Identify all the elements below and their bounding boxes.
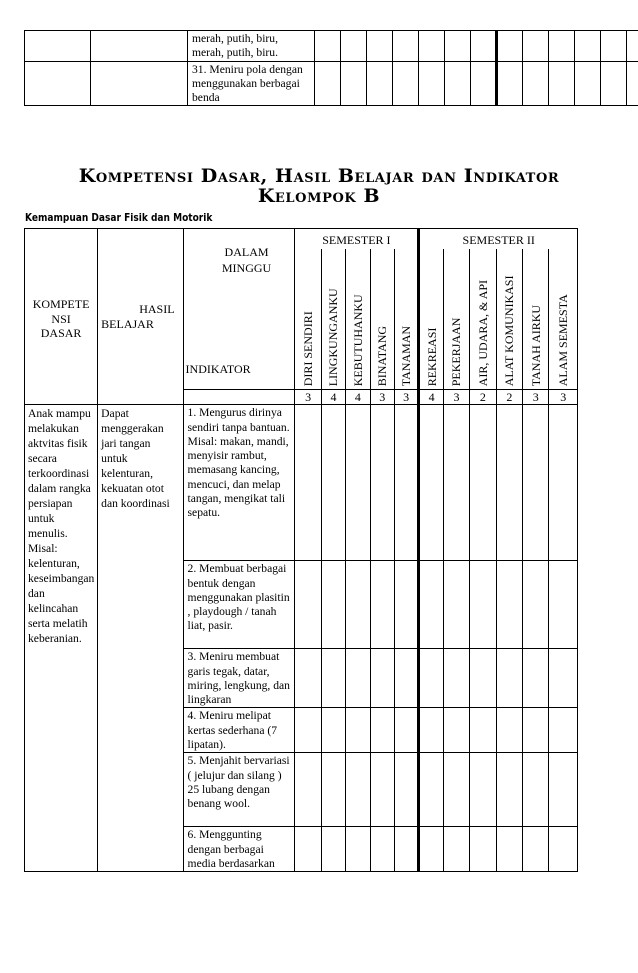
semester-2-header: SEMESTER II (419, 229, 578, 250)
kompetensi-dasar-text: Anak mampu melakukan aktvitas fisik secara terkoordinasi dalam rangka persiapan untuk menulis. Misal: kelenturan, keseimbangan dan kelincahan serta melatih keberanian. (25, 405, 98, 872)
theme-label: TANAH AIRKU (528, 304, 543, 386)
semester-1-header: SEMESTER I (295, 229, 419, 250)
week-count-6: 4 (419, 390, 443, 405)
indikator-4: 4. Meniru melipat kertas sederhana (7 lipatan). (183, 708, 295, 753)
theme-label: PEKERJAAN (449, 317, 464, 386)
header-indikator-label: INDIKATOR (185, 362, 251, 376)
theme-label: KEBUTUHANKU (350, 294, 365, 386)
theme-header-11 (549, 249, 578, 390)
section-subheading: Kemampuan Dasar Fisik dan Motorik (25, 212, 213, 224)
header-kompetensi-dasar: KOMPETE NSI DASAR (25, 229, 98, 405)
top-row-2: 31. Meniru pola dengan menggunakan berbagai benda (188, 61, 315, 106)
indikator-6: 6. Menggunting dengan berbagai media berdasarkan (183, 827, 295, 872)
theme-label: AIR, UDARA, & API (475, 279, 490, 386)
theme-header-2 (321, 249, 345, 390)
hasil-belajar-text: Dapat menggerakan jari tangan untuk kelenturan, kekuatan otot dan koordinasi (98, 405, 183, 872)
theme-header-6 (419, 249, 443, 390)
week-count-5: 3 (394, 390, 418, 405)
indikator-3: 3. Meniru membuat garis tegak, datar, miring, lengkung, dan lingkaran (183, 649, 295, 708)
theme-header-4 (370, 249, 394, 390)
competency-table (24, 228, 578, 872)
week-count-10: 3 (523, 390, 549, 405)
theme-label: REKREASI (424, 327, 439, 386)
theme-header-8 (470, 249, 496, 390)
header-indikator: DALAM MINGGU INDIKATOR (183, 229, 295, 390)
indikator-2: 2. Membuat berbagai bentuk dengan menggunakan plasitin , playdough / tanah liat, pasir. (183, 561, 295, 649)
theme-label: ALAM SEMESTA (556, 293, 571, 386)
week-count-11: 3 (549, 390, 578, 405)
theme-header-5 (394, 249, 418, 390)
week-count-8: 2 (470, 390, 496, 405)
week-count-7: 3 (443, 390, 469, 405)
top-row-1: merah, putih, biru, merah, putih, biru. (188, 31, 315, 62)
theme-header-7 (443, 249, 469, 390)
header-hasil-belajar: HASIL BELAJAR (98, 229, 183, 405)
week-count-3: 4 (346, 390, 370, 405)
theme-header-3 (346, 249, 370, 390)
indikator-5: 5. Menjahit bervariasi ( jelujur dan silang ) 25 lubang dengan benang wool. (183, 753, 295, 827)
theme-label: LINGKUNGANKU (326, 288, 341, 386)
week-count-4: 3 (370, 390, 394, 405)
theme-header-1 (295, 249, 321, 390)
theme-label: BINATANG (375, 325, 390, 386)
theme-label: ALAT KOMUNIKASI (502, 275, 517, 386)
indikator-1: 1. Mengurus dirinya sendiri tanpa bantuan. Misal: makan, mandi, menyisir rambut, memasang kancing, mencuci, dan melap tangan, mengikat tali sepatu. (183, 405, 295, 561)
week-count-2: 4 (321, 390, 345, 405)
theme-header-9 (496, 249, 522, 390)
week-count-9: 2 (496, 390, 522, 405)
heading-line-2: Kelompok B (257, 185, 381, 207)
page-heading (24, 166, 614, 206)
theme-label: DIRI SENDIRI (300, 311, 315, 386)
theme-header-10 (523, 249, 549, 390)
week-count-1: 3 (295, 390, 321, 405)
heading-line-1: Kompetensi Dasar, Hasil Belajar dan Indikator (78, 165, 560, 187)
theme-label: TANAMAN (399, 325, 414, 386)
top-fragment-table (24, 30, 638, 106)
